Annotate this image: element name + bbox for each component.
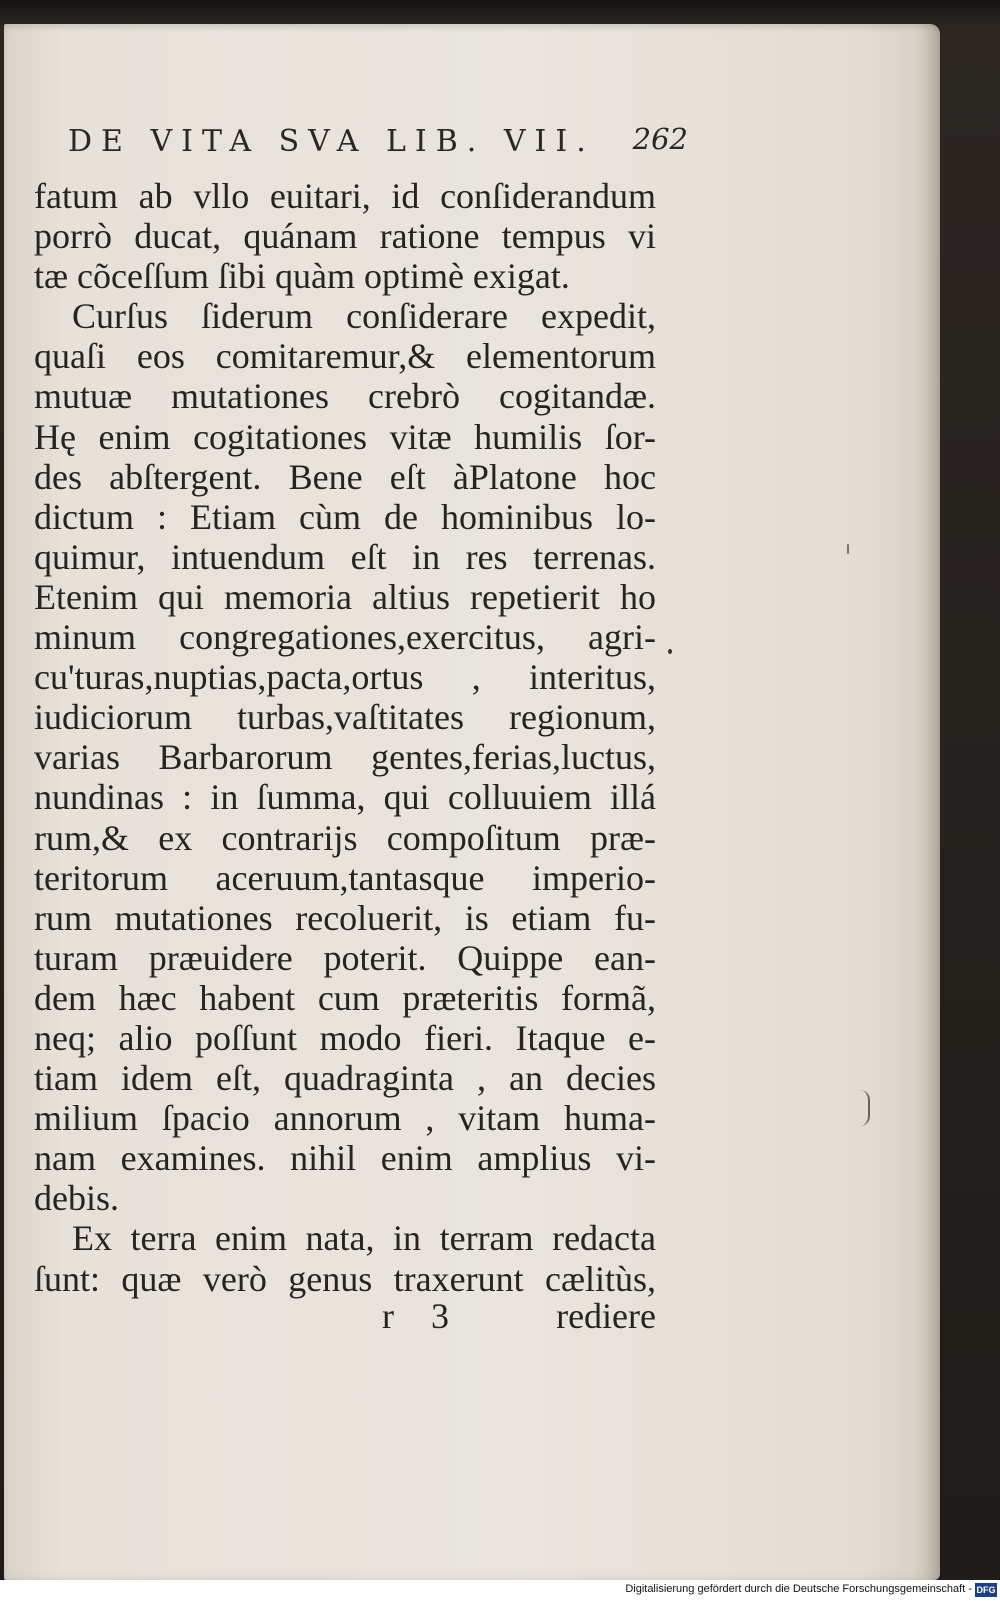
text-line: cu'turas,nuptias,pacta,ortus , interitus, (34, 657, 656, 698)
credit-bar (0, 1580, 1000, 1601)
page-footer (34, 1295, 656, 1337)
text-line: turam præuidere poterit. Quippe ean- (34, 937, 656, 978)
text-line: Ex terra enim nata, in terram redacta (72, 1218, 656, 1259)
text-line: tiam idem eſt, quadraginta , an decies (34, 1058, 656, 1099)
text-line: mutuæ mutationes crebrò cogitandæ. (34, 376, 656, 417)
page-number: 262 (632, 122, 688, 156)
credit-text: Digitalisierung gefördert durch die Deutsche Forschungsgemeinschaft - (625, 1583, 972, 1595)
running-head (66, 120, 688, 166)
text-line: minum congregationes,exercitus, agri- (34, 617, 656, 658)
text-line: Hę enim cogitationes vitæ humilis ſor- (34, 416, 656, 457)
book-page (4, 24, 940, 1580)
text-line: rum mutationes recoluerit, is etiam fu- (34, 897, 656, 938)
text-line: rum,& ex contrarijs compoſitum præ- (34, 817, 656, 858)
margin-mark (860, 1090, 870, 1126)
ink-speck (847, 544, 849, 554)
text-line: dem hæc habent cum præteritis formã, (34, 977, 656, 1018)
dfg-logo: DFG (976, 1585, 996, 1595)
body-text (34, 176, 656, 1299)
text-line: Curſus ſiderum conſiderare expedit, (72, 296, 656, 337)
text-line: debis. (34, 1178, 119, 1219)
text-line: Etenim qui memoria altius repetierit ho (34, 576, 656, 617)
text-line: teritorum aceruum,tantasque imperio- (34, 857, 656, 898)
running-head-title: DE VITA SVA LIB. VII. (68, 124, 595, 159)
text-line: dictum : Etiam cùm de hominibus lo- (34, 496, 656, 537)
text-line: milium ſpacio annorum , vitam huma- (34, 1098, 656, 1139)
text-line: tæ cõceſſum ſibi quàm optimè exigat. (34, 256, 570, 297)
text-line: porrò ducat, quánam ratione tempus vi (34, 216, 656, 257)
text-line: nundinas : in ſumma, qui colluuiem illá (34, 777, 656, 818)
text-line: des abſtergent. Bene eſt àPlatone hoc (34, 456, 656, 497)
ink-speck (668, 649, 672, 654)
text-line: neq; alio poſſunt modo fieri. Itaque e- (34, 1017, 656, 1058)
text-line: quimur, intuendum eſt in res terrenas. (34, 536, 656, 577)
text-line: fatum ab vllo euitari, id conſiderandum (34, 176, 656, 216)
text-line: quaſi eos comitaremur,& elementorum (34, 336, 656, 377)
text-line: varias Barbarorum gentes,ferias,luctus, (34, 737, 656, 778)
signature-mark: r 3 (382, 1296, 463, 1336)
text-line: ſunt: quæ verò genus traxerunt cælitùs, (34, 1258, 656, 1299)
text-line: nam examines. nihil enim amplius vi- (34, 1138, 656, 1179)
text-line: iudiciorum turbas,vaſtitates regionum, (34, 697, 656, 738)
catchword: rediere (556, 1296, 656, 1336)
